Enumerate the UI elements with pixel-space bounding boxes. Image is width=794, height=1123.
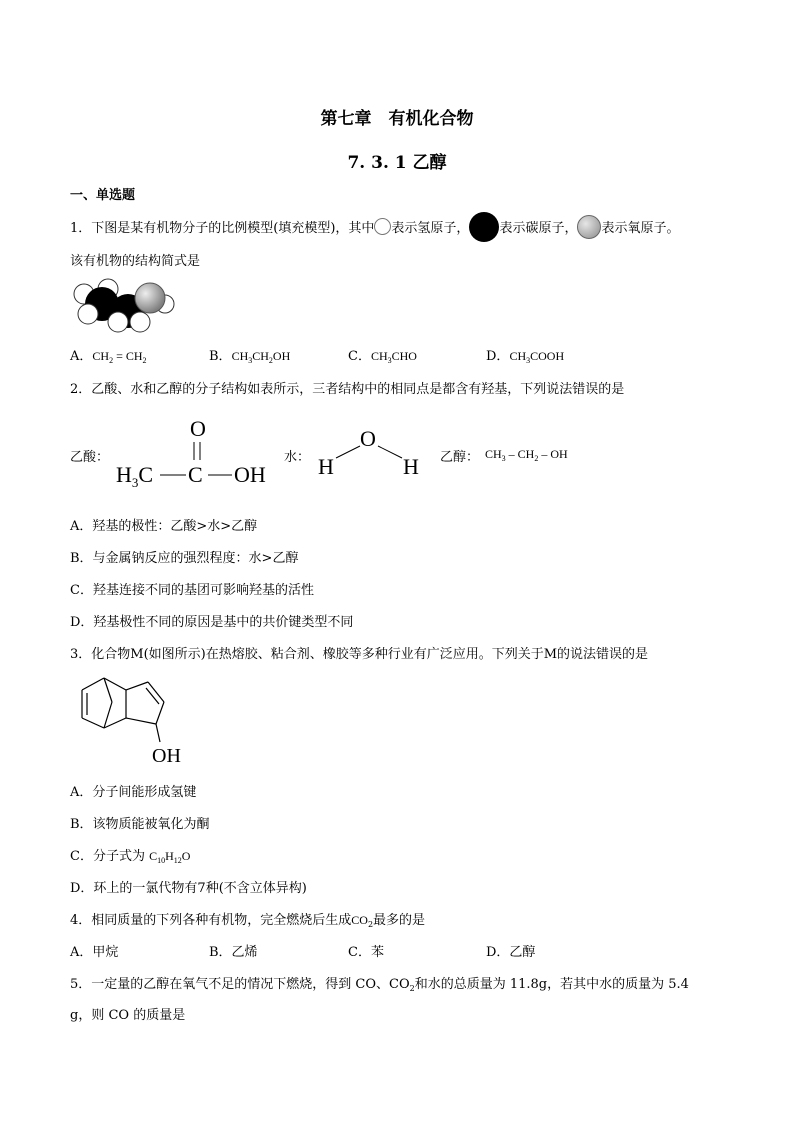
chapter-title: 第七章 有机化合物 <box>320 109 474 129</box>
bond-7 <box>126 682 148 690</box>
bond-10 <box>126 718 156 724</box>
acetic-h3c: $H_3C$ <box>116 462 154 490</box>
ethanol-ch3: CH <box>485 447 502 461</box>
q1-option-b-label: B． <box>209 349 232 364</box>
q1-option-d[interactable] <box>486 345 564 364</box>
ethanol-sub-2: 2 <box>534 454 539 463</box>
q1-option-c-label: C． <box>348 349 371 364</box>
bond-2 <box>82 678 104 690</box>
water-h-left: H <box>318 454 334 479</box>
ethanol-structure <box>485 447 568 462</box>
q1-text-b: 表示氢原子， <box>391 221 470 236</box>
q3-option-c[interactable] <box>70 845 190 864</box>
oxygen-atom-icon <box>577 215 601 239</box>
question-1-text <box>70 212 679 242</box>
q5-co-sub: 2 <box>409 984 415 993</box>
h-atom-5 <box>130 312 150 332</box>
ethanol-label: 乙醇： <box>440 450 480 465</box>
q3-option-a[interactable]: A．分子间能形成氢键 <box>70 785 197 800</box>
q4-option-a[interactable]: A．甲烷 <box>70 945 119 960</box>
q2-option-b[interactable]: B．与金属钠反应的强烈程度：水>乙醇 <box>70 551 299 566</box>
q1a-f: CH <box>92 349 110 363</box>
q3-option-d[interactable]: D．环上的一氯代物有7种(不含立体异构) <box>70 881 307 896</box>
q1a-r: = CH <box>113 349 143 363</box>
water-label: 水： <box>284 450 311 465</box>
ethanol-space-filling-model <box>70 278 180 334</box>
ethanol-oh: – OH <box>538 447 568 461</box>
water-bond-left <box>336 446 360 458</box>
bond-5 <box>104 718 126 728</box>
q4-text-b: 最多的是 <box>373 913 426 928</box>
q1-option-a[interactable] <box>70 345 147 364</box>
q2-option-d[interactable]: D．羟基极性不同的原因是基中的共价键类型不同 <box>70 615 354 630</box>
q4-option-c[interactable]: C．苯 <box>348 945 384 960</box>
lesson-title: 7. 3. 1 乙醇 <box>347 153 447 173</box>
q2-option-c[interactable]: C．羟基连接不同的基团可影响羟基的活性 <box>70 583 314 598</box>
q1b-s: 3 <box>248 356 253 365</box>
q1-option-d-label: D． <box>486 349 510 364</box>
q3-option-b[interactable]: B．该物质能被氧化为酮 <box>70 817 210 832</box>
q4-option-b[interactable]: B．乙烯 <box>209 945 258 960</box>
hydrogen-atom-icon <box>374 218 391 235</box>
acetic-acid-structure <box>112 414 290 492</box>
bond-oh <box>156 724 160 742</box>
o-atom <box>135 283 165 313</box>
question-5-line2: g，则 CO 的质量是 <box>70 1008 186 1023</box>
q1c-s: 3 <box>387 356 392 365</box>
q1-text-d: 表示氧原子。 <box>601 221 680 236</box>
acetic-oh: OH <box>234 462 266 487</box>
q4-option-d[interactable]: D．乙醇 <box>486 945 536 960</box>
question-1-line2: 该有机物的结构简式是 <box>70 254 201 269</box>
q4-text-a: 4．相同质量的下列各种有机物，完全燃烧后生成 <box>70 913 352 928</box>
q3c-c: C <box>149 849 158 863</box>
bridge-2 <box>104 702 112 728</box>
q5-text-b: 和水的总质量为 11.8g，若其中水的质量为 5.4 <box>414 977 689 992</box>
q5-co: CO、CO <box>351 977 410 992</box>
acetic-carbonyl-c: C <box>188 462 203 487</box>
q1a-s: 2 <box>109 356 114 365</box>
acetic-acid-label: 乙酸： <box>70 450 110 465</box>
compound-m-structure <box>76 672 196 768</box>
q3c-h: H <box>165 849 174 863</box>
section-heading: 一、单选题 <box>70 188 136 203</box>
ethanol-ch2: – CH <box>505 447 535 461</box>
q1b-r: CH <box>252 349 269 363</box>
compound-m-oh: OH <box>152 745 181 767</box>
q1-option-c[interactable] <box>348 345 417 364</box>
q1c-r: CHO <box>391 349 417 363</box>
q1d-f: CH <box>509 349 527 363</box>
question-3-text: 3．化合物M(如图所示)在热熔胶、粘合剂、橡胶等多种行业有广泛应用。下列关于M的说法错误的是 <box>70 647 649 662</box>
question-4-text <box>70 909 425 928</box>
question-5-line1 <box>70 973 689 992</box>
water-h-right: H <box>403 454 419 479</box>
q5-text-a: 5．一定量的乙醇在氧气不足的情况下燃烧，得到 <box>70 977 352 992</box>
q3c-hn: 12 <box>173 856 182 865</box>
q3c-o: O <box>181 849 191 863</box>
ethanol-sub-3: 3 <box>501 454 506 463</box>
h-atom-3 <box>78 304 98 324</box>
q1-text-a: 1．下图是某有机物分子的比例模型(填充模型)，其中 <box>70 221 375 236</box>
water-o-atom: O <box>360 426 376 451</box>
q3c-cn: 10 <box>157 856 166 865</box>
bond-9 <box>156 702 164 724</box>
acetic-o-atom: O <box>190 416 206 441</box>
q1b-r2: OH <box>272 349 291 363</box>
q3c-label: C．分子式为 <box>70 849 150 864</box>
q1d-s: 3 <box>526 356 531 365</box>
q1-text-c: 表示碳原子， <box>499 221 578 236</box>
q1a-s2: 2 <box>142 356 147 365</box>
q1-option-a-label: A． <box>70 349 93 364</box>
q2-option-a[interactable]: A．羟基的极性：乙酸>水>乙醇 <box>70 519 258 534</box>
bond-3 <box>82 718 104 728</box>
question-2-text: 2．乙酸、水和乙醇的分子结构如表所示，三者结构中的相同点是都含有羟基，下列说法错误的是 <box>70 382 625 397</box>
q1b-f: CH <box>231 349 249 363</box>
carbon-atom-icon <box>469 212 499 242</box>
q1c-f: CH <box>370 349 388 363</box>
water-bond-right <box>378 446 402 458</box>
bond-8 <box>148 682 164 702</box>
bond-8b <box>146 688 159 704</box>
q1b-s2: 2 <box>268 356 273 365</box>
h-atom-4 <box>108 312 128 332</box>
q1d-r: COOH <box>530 349 565 363</box>
q1-option-b[interactable] <box>209 345 290 364</box>
water-structure <box>310 422 430 482</box>
q4-co2: CO <box>351 913 368 927</box>
q4-co2-sub: 2 <box>367 920 374 929</box>
